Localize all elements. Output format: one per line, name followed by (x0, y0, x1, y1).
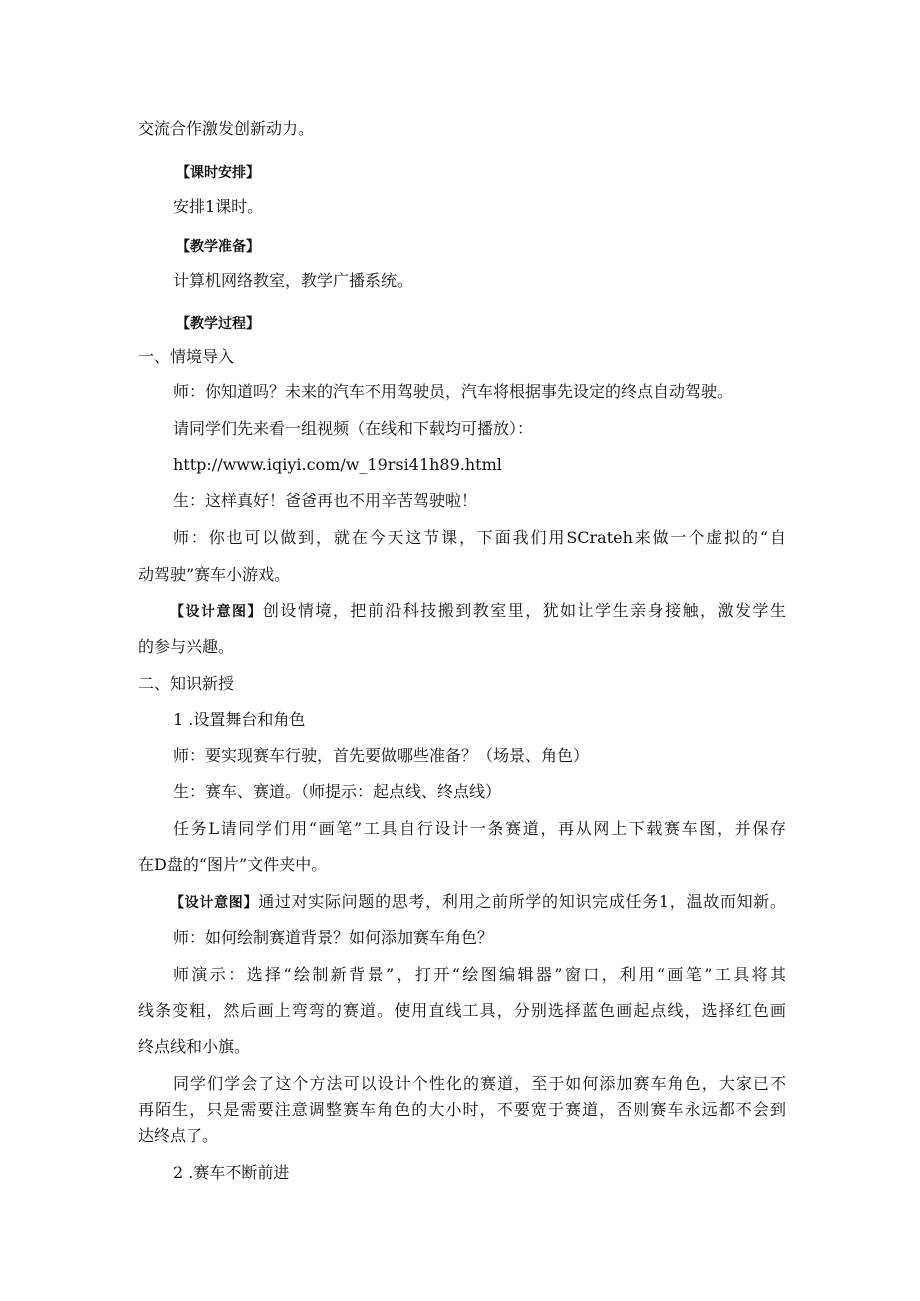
subsection-heading-racing: 2 .赛车不断前进 (173, 1163, 290, 1182)
intro-text-line: 交流合作激发创新动力。 (138, 119, 315, 138)
design-intent-tag: 【设计意图】 (170, 895, 259, 911)
paragraph-line: 达终点了。 (138, 1126, 219, 1145)
paragraph-line: 师：要实现赛车行驶，首先要做哪些准备？（场景、角色） (173, 746, 590, 765)
section-heading-schedule: 【课时安排】 (176, 165, 260, 181)
video-url: http://www.iqiyi.com/w_19rsi41h89.html (173, 455, 502, 474)
paragraph-line: 在D盘的“图片”文件夹中。 (138, 855, 328, 874)
paragraph-line: 的参与兴趣。 (138, 637, 235, 656)
paragraph-line: 同学们学会了这个方法可以设计个性化的赛道，至于如何添加赛车角色，大家已不 (173, 1074, 786, 1093)
paragraph-line: 师：如何绘制赛道背景？如何添加赛车角色？ (173, 928, 494, 947)
preparation-text: 计算机网络教室，教学广播系统。 (173, 271, 414, 290)
paragraph-line: 再陌生，只是需要注意调整赛车角色的大小时，不要宽于赛道，否则赛车永远都不会到 (138, 1100, 786, 1119)
subsection-heading-stage: 1 .设置舞台和角色 (173, 710, 306, 729)
paragraph-line: 终点线和小旗。 (138, 1037, 251, 1056)
section-heading-preparation: 【教学准备】 (176, 239, 260, 255)
paragraph-line: 师：你知道吗？未来的汽车不用驾驶员，汽车将根据事先设定的终点自动驾驶。 (173, 382, 734, 401)
schedule-text: 安排1课时。 (173, 197, 264, 216)
paragraph-line: 师：你也可以做到，就在今天这节课，下面我们用SCrateh来做一个虚拟的“自 (173, 528, 786, 547)
paragraph-line: 线条变粗，然后画上弯弯的赛道。使用直线工具，分别选择蓝色画起点线，选择红色画 (138, 1001, 786, 1020)
paragraph-line: 生：这样真好！爸爸再也不用辛苦驾驶啦！ (173, 491, 478, 510)
design-intent-line (170, 600, 786, 623)
paragraph-line: 生：赛车、赛道。（师提示：起点线、终点线） (173, 782, 502, 801)
design-intent-tag: 【设计意图】 (170, 604, 263, 620)
section-heading-process: 【教学过程】 (176, 316, 260, 332)
design-intent-line (170, 891, 786, 914)
paragraph-line: 任务L请同学们用“画笔”工具自行设计一条赛道，再从网上下载赛车图，并保存 (173, 819, 786, 838)
part-heading-new-knowledge: 二、知识新授 (138, 674, 235, 693)
paragraph-line: 动驾驶”赛车小游戏。 (138, 565, 291, 584)
design-intent-text: 创设情境，把前沿科技搬到教室里，犹如让学生亲身接触，激发学生 (262, 601, 786, 620)
design-intent-text: 通过对实际问题的思考，利用之前所学的知识完成任务1，温故而知新。 (258, 892, 786, 911)
part-heading-intro: 一、情境导入 (138, 347, 235, 366)
paragraph-line: 师演示：选择“绘制新背景”，打开“绘图编辑器”窗口，利用“画笔”工具将其 (173, 965, 786, 984)
paragraph-line: 请同学们先来看一组视频（在线和下载均可播放）： (173, 419, 534, 438)
